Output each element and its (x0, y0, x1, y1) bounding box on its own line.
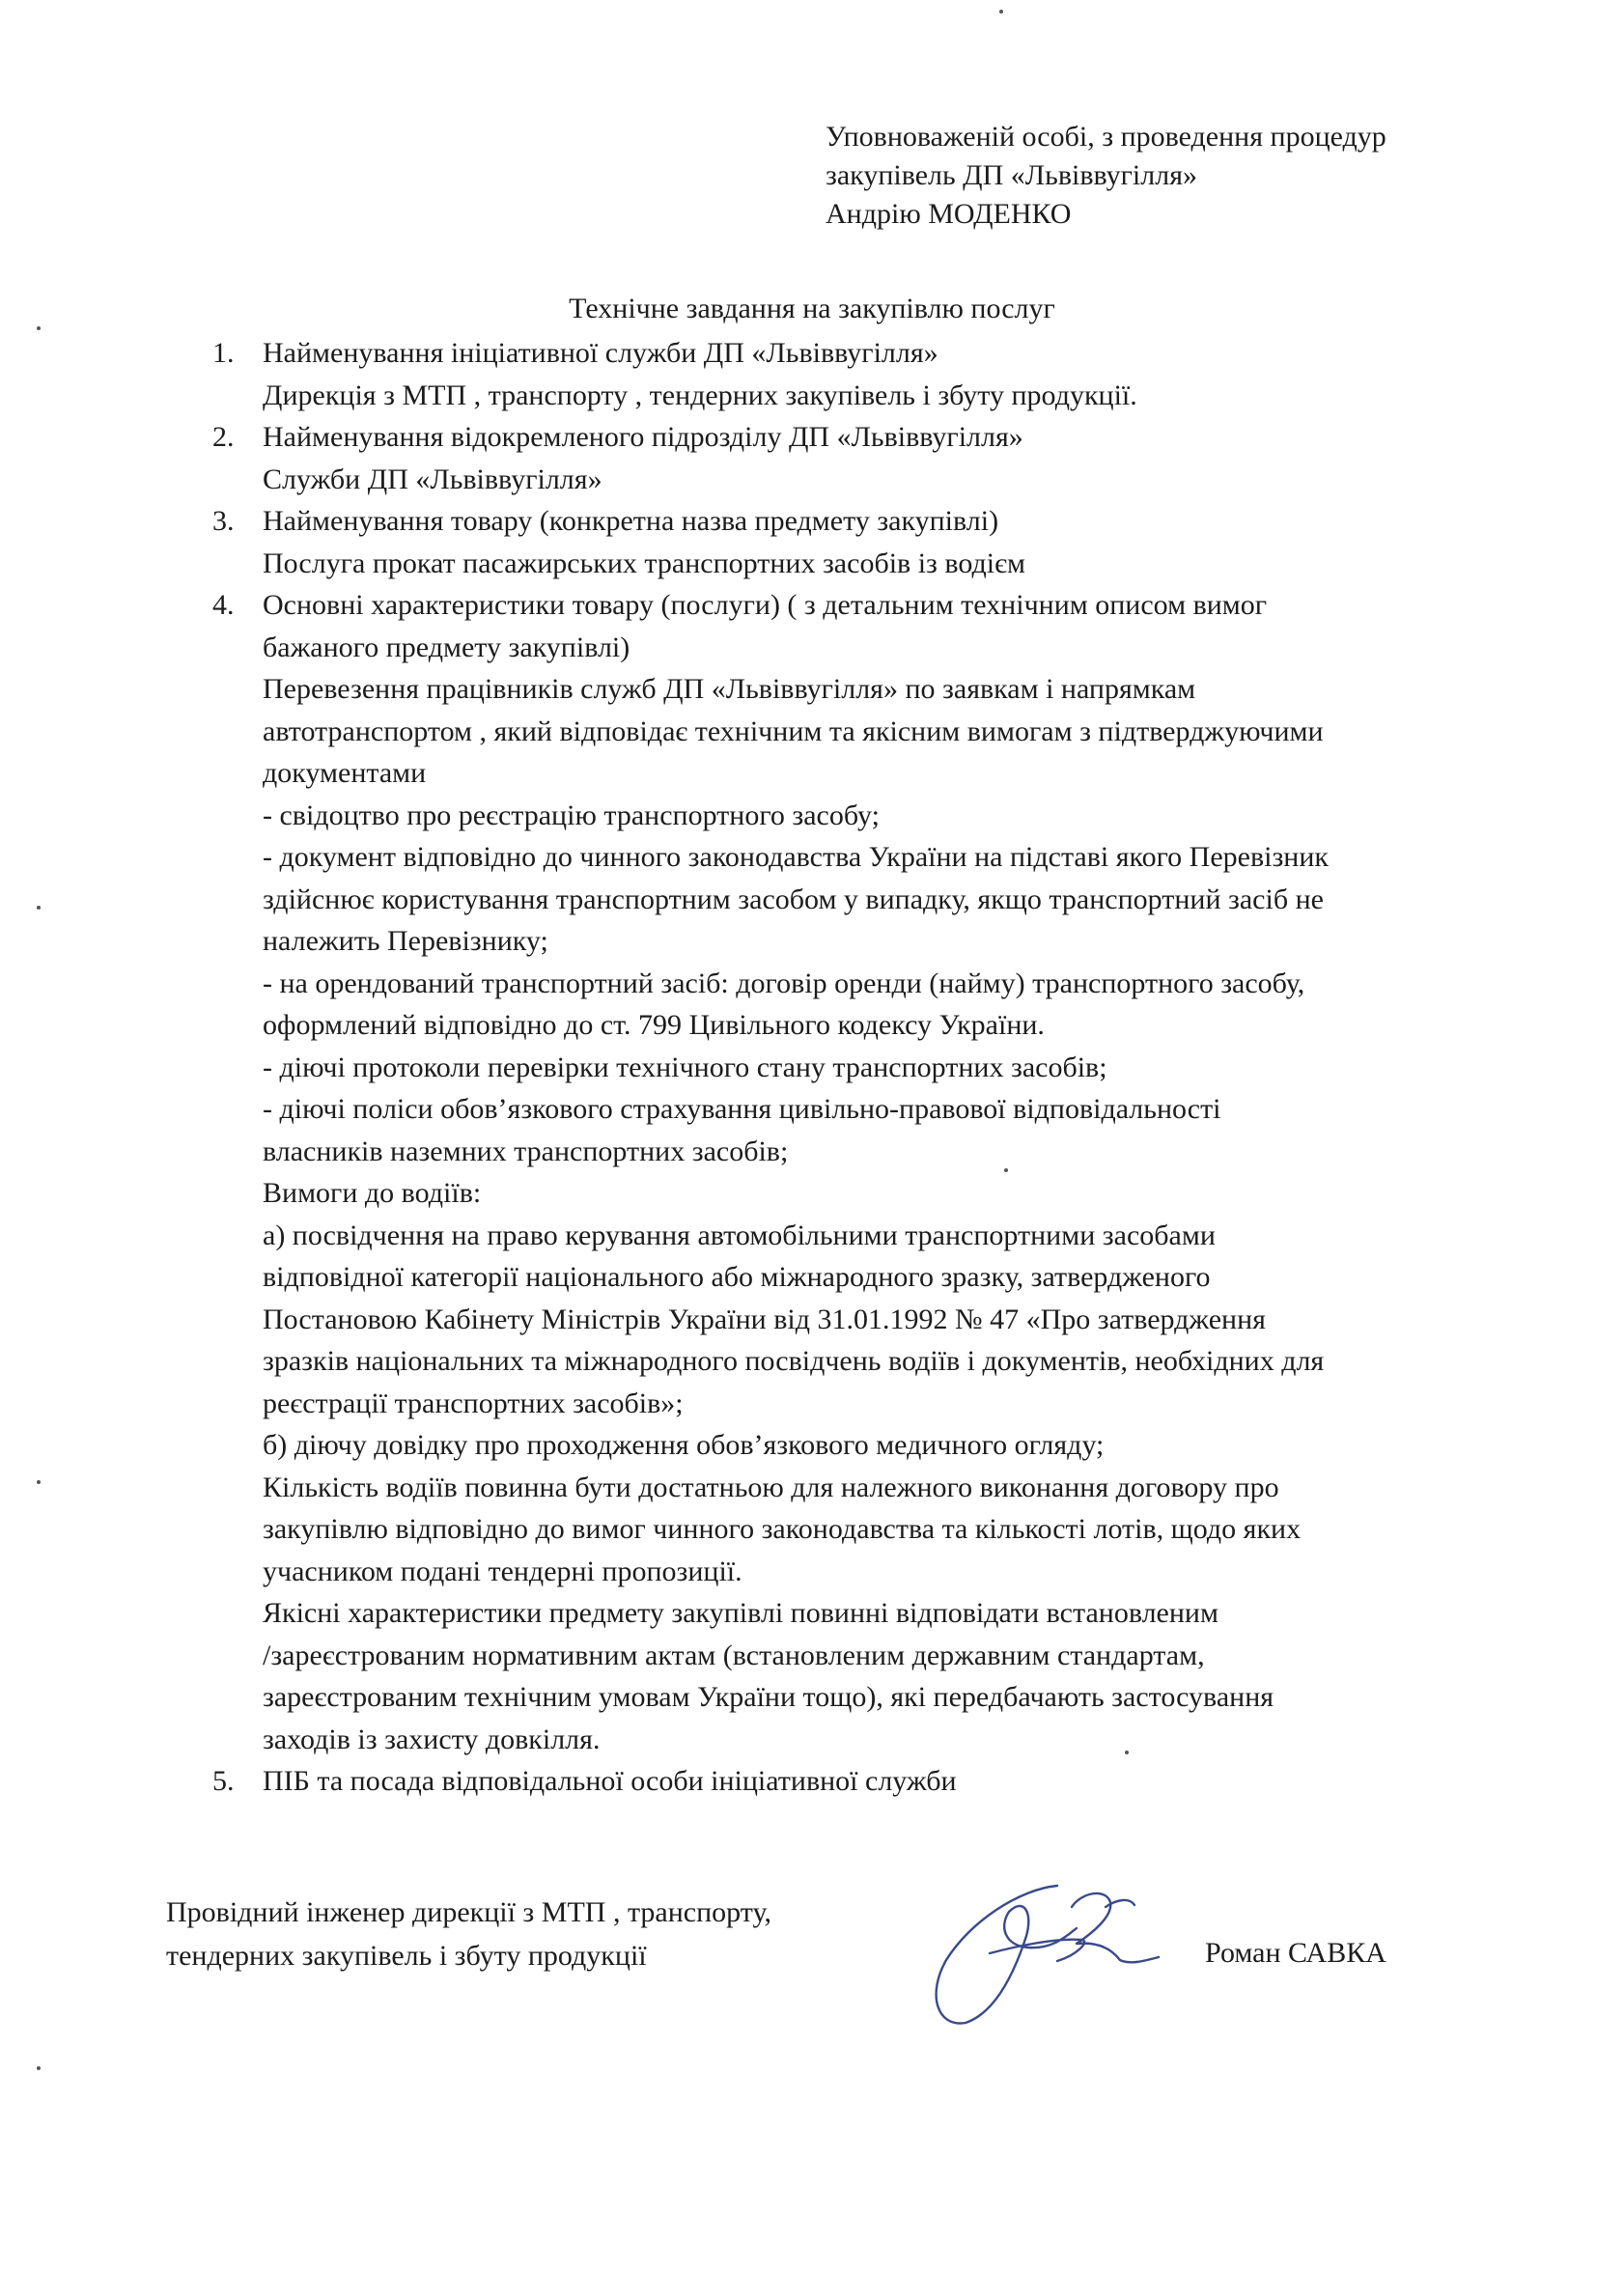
scan-speck (1004, 1168, 1008, 1172)
item-line: - діючі протоколи перевірки технічного стану транспортних засобів; (263, 1051, 1107, 1083)
item-line: зразків національних та міжнародного посвідчень водіїв і документів, необхідних для (263, 1345, 1325, 1377)
handwritten-signature (912, 1868, 1163, 2032)
addressee-line: Андрію МОДЕНКО (826, 198, 1072, 230)
signer-position-line: Провідний інженер дирекції з МТП , транспорту, (166, 1896, 771, 1928)
item-line: належить Перевізнику; (263, 925, 548, 957)
scan-speck (1125, 1751, 1129, 1754)
item-line: Кількість водіїв повинна бути достатньою для належного виконання договору про (263, 1471, 1279, 1503)
item-line: Дирекція з МТП , транспорту , тендерних закупівель і збуту продукції. (263, 378, 1137, 411)
item-line: реєстрації транспортних засобів»; (263, 1387, 684, 1419)
item-line: а) посвідчення на право керування автомобільними транспортними засобами (263, 1219, 1216, 1251)
requirements-list (212, 332, 1468, 1803)
item-line: документами (263, 757, 427, 789)
item-line: Перевезення працівників служб ДП «Львіввугілля» по заявкам і напрямкам (263, 673, 1196, 705)
item-line: Служби ДП «Львіввугілля» (263, 462, 602, 495)
item-line: - документ відповідно до чинного законодавства України на підставі якого Перевізник (263, 841, 1329, 873)
item-line: бажаного предмету закупівлі) (263, 631, 630, 663)
item-line: оформлений відповідно до ст. 799 Цивільного кодексу України. (263, 1009, 1045, 1041)
item-line: власників наземних транспортних засобів; (263, 1135, 789, 1167)
list-item (212, 500, 1468, 584)
list-item (212, 584, 1468, 1760)
list-item (212, 332, 1468, 416)
item-line: Найменування відокремленого підрозділу ДП «Львіввугілля» (263, 421, 1023, 453)
item-line: Основні характеристики товару (послуги) ( з детальним технічним описом вимог (263, 589, 1268, 621)
signer-position-line: тендерних закупівель і збуту продукції (166, 1940, 647, 1972)
item-line: - свідоцтво про реєстрацію транспортного засобу; (263, 799, 880, 831)
item-line: Якісні характеристики предмету закупівлі повинні відповідати встановленим (263, 1597, 1218, 1629)
item-line: зареєстрованим технічним умовам України тощо), які передбачають застосування (263, 1681, 1274, 1713)
item-line: автотранспортом , який відповідає технічним та якісним вимогам з підтверджуючими (263, 715, 1324, 747)
signer-position (166, 1891, 771, 1977)
addressee-line: закупівель ДП «Львіввугілля» (826, 159, 1198, 191)
scan-speck (999, 10, 1003, 14)
item-line: Вимоги до водіїв: (263, 1177, 482, 1209)
item-line: ПІБ та посада відповідальної особи ініціативної служби (263, 1765, 957, 1797)
item-line: закупівлю відповідно до вимог чинного законодавства та кількості лотів, щодо яких (263, 1513, 1302, 1545)
item-number: 3. (212, 505, 235, 537)
item-line: заходів із захисту довкілля. (263, 1723, 601, 1755)
item-line: б) діючу довідку про проходження обов’язкового медичного огляду; (263, 1429, 1105, 1461)
list-item (212, 416, 1468, 500)
item-line: - діючі поліси обов’язкового страхування цивільно-правової відповідальності (263, 1093, 1221, 1125)
item-number: 2. (212, 421, 235, 453)
scan-speck (37, 326, 41, 330)
scan-speck (37, 2066, 41, 2070)
document-title: Технічне завдання на закупівлю послуг (569, 293, 1055, 324)
item-line: Постановою Кабінету Міністрів України від 31.01.1992 № 47 «Про затвердження (263, 1303, 1266, 1335)
scan-speck (37, 1480, 41, 1484)
item-line: Найменування товару (конкретна назва предмету закупівлі) (263, 505, 999, 537)
list-item (212, 1760, 1468, 1803)
item-line: учасником подані тендерні пропозиції. (263, 1555, 742, 1587)
item-line: Найменування ініціативної служби ДП «Львіввугілля» (263, 337, 938, 369)
item-number: 1. (212, 337, 235, 369)
item-number: 4. (212, 589, 235, 621)
item-number: 5. (212, 1765, 235, 1797)
item-line: відповідної категорії національного або міжнародного зразку, затвердженого (263, 1261, 1211, 1293)
scan-speck (37, 906, 41, 910)
signer-name: Роман САВКА (1205, 1937, 1386, 1969)
addressee-line: Уповноваженій особі, з проведення процедур (826, 121, 1386, 153)
item-line: /зареєстрованим нормативним актам (встановленим державним стандартам, (263, 1639, 1205, 1671)
item-line: Послуга прокат пасажирських транспортних засобів із водієм (263, 546, 1025, 579)
addressee-block (826, 118, 1386, 234)
item-line: - на орендований транспортний засіб: договір оренди (найму) транспортного засобу, (263, 967, 1305, 999)
item-line: здійснює користування транспортним засобом у випадку, якщо транспортний засіб не (263, 883, 1324, 915)
